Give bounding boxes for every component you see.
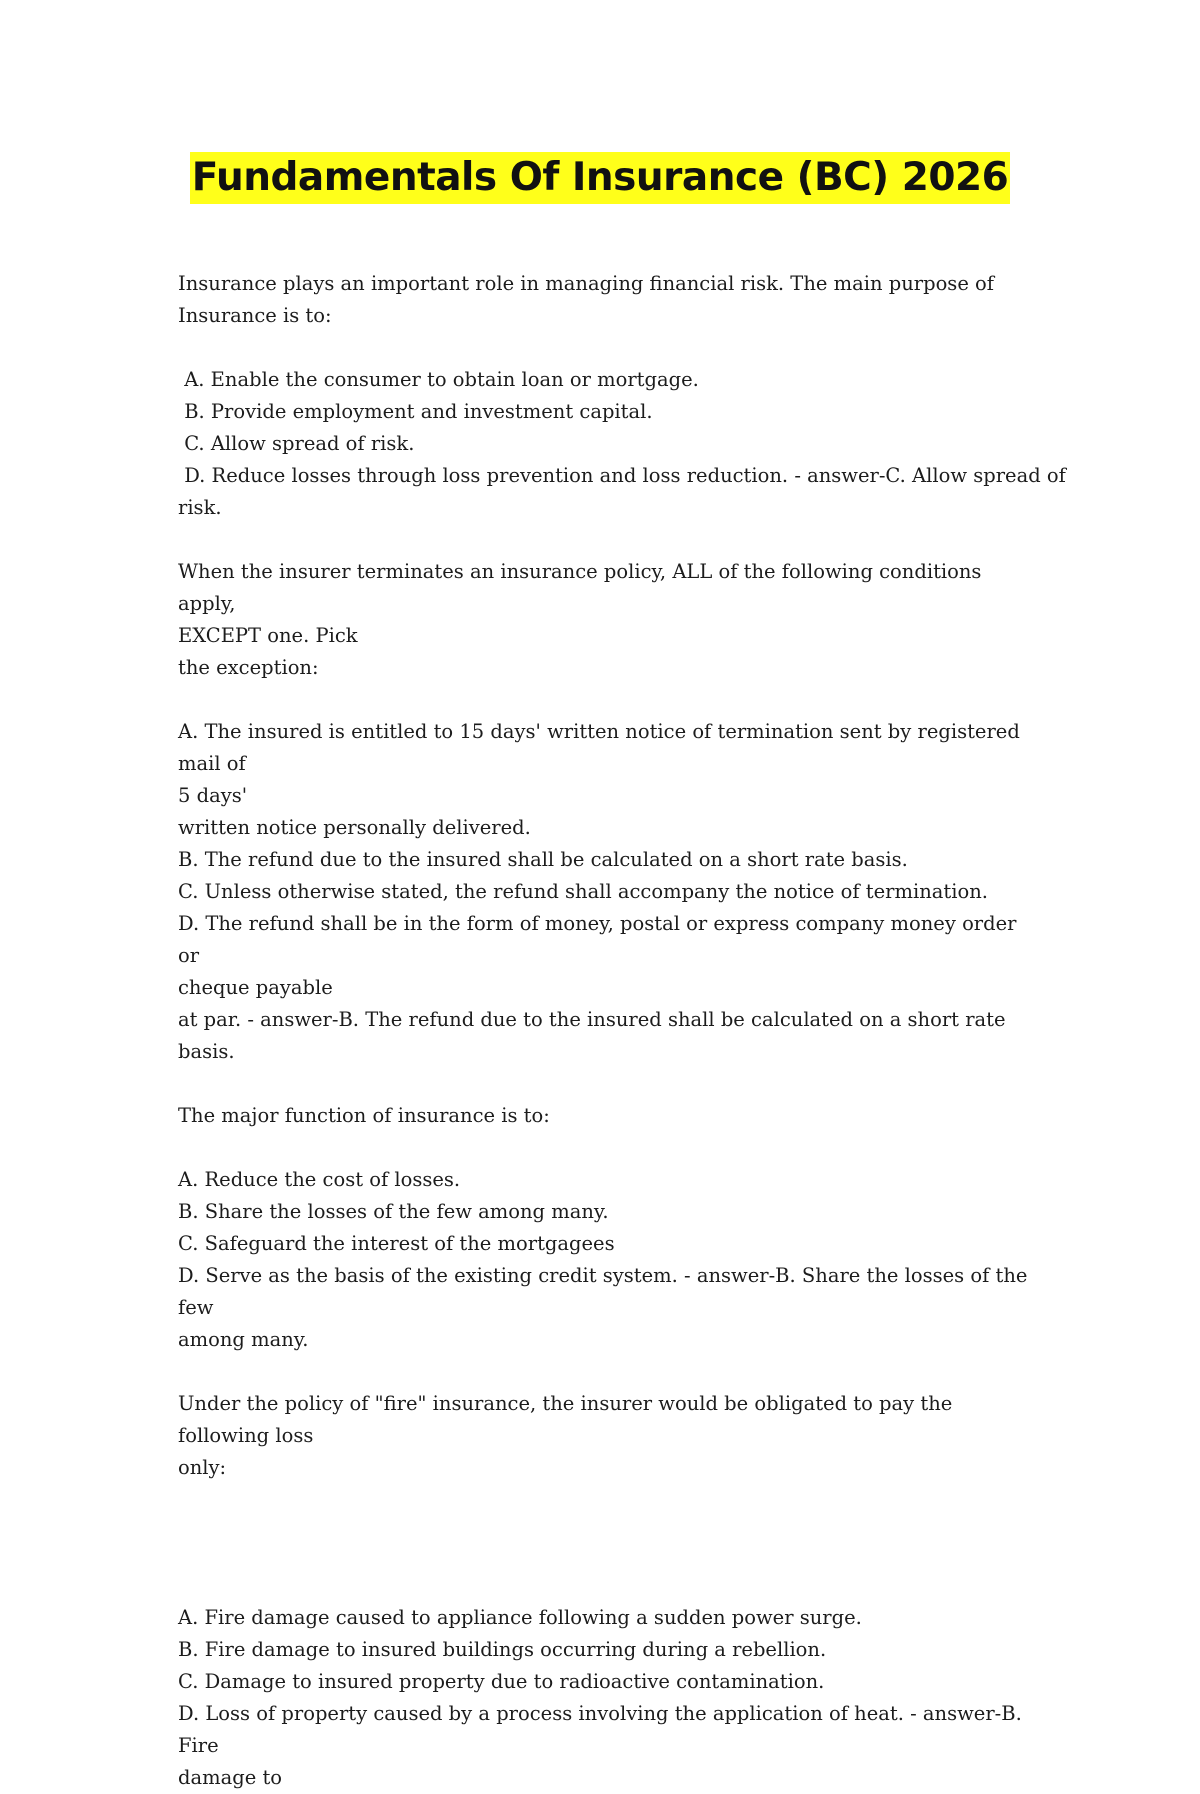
question-stem-line: Insurance plays an important role in managing financial risk. The main purpose of (178, 272, 995, 295)
question-block (178, 556, 1043, 1068)
answer-option: D. Serve as the basis of the existing credit system. - answer-B. Share the losses of the few (178, 1264, 1028, 1319)
question-stem-line: Insurance is to: (178, 304, 332, 327)
answer-option: risk. (178, 496, 222, 519)
question-stem-line: Under the policy of "fire" insurance, the insurer would be obligated to pay the following loss (178, 1392, 953, 1447)
answer-option: A. Enable the consumer to obtain loan or mortgage. (178, 368, 699, 391)
answer-option: B. Provide employment and investment capital. (178, 400, 653, 423)
answer-option: D. Reduce losses through loss prevention and loss reduction. - answer-C. Allow spread of (178, 464, 1066, 487)
question-block (178, 268, 1066, 524)
answer-option: C. Allow spread of risk. (178, 432, 415, 455)
title-container (0, 152, 1200, 204)
question-stem-line: EXCEPT one. Pick (178, 624, 358, 647)
answer-option: A. Reduce the cost of losses. (178, 1168, 461, 1191)
answer-option: at par. - answer-B. The refund due to the insured shall be calculated on a short rate basis. (178, 1008, 1006, 1063)
question-stem-line: the exception: (178, 656, 319, 679)
document-title: Fundamentals Of Insurance (BC) 2026 (190, 152, 1010, 204)
question-stem-line: When the insurer terminates an insurance policy, ALL of the following conditions apply, (178, 560, 982, 615)
answer-option: D. Loss of property caused by a process involving the application of heat. - answer-B. Fire (178, 1702, 1022, 1757)
answer-option: among many. (178, 1328, 309, 1351)
answer-option: C. Safeguard the interest of the mortgagees (178, 1232, 615, 1255)
answer-option: B. Fire damage to insured buildings occurring during a rebellion. (178, 1638, 827, 1661)
answer-option: C. Unless otherwise stated, the refund shall accompany the notice of termination. (178, 880, 988, 903)
answer-option: A. The insured is entitled to 15 days' written notice of termination sent by registered mail of (178, 720, 1020, 775)
question-block (178, 1100, 1043, 1356)
answer-option: D. The refund shall be in the form of money, postal or express company money order or (178, 912, 1017, 967)
answer-option: B. The refund due to the insured shall be calculated on a short rate basis. (178, 848, 908, 871)
answer-option: damage to (178, 1766, 283, 1789)
answer-option: B. Share the losses of the few among many. (178, 1200, 609, 1223)
question-block (178, 1388, 1043, 1794)
answer-option: cheque payable (178, 976, 333, 999)
question-stem-line: only: (178, 1456, 227, 1479)
answer-option: 5 days' (178, 784, 248, 807)
question-stem-line: The major function of insurance is to: (178, 1104, 550, 1127)
answer-option: C. Damage to insured property due to radioactive contamination. (178, 1670, 825, 1693)
document-body (178, 268, 1066, 1794)
answer-option: A. Fire damage caused to appliance following a sudden power surge. (178, 1606, 862, 1629)
answer-option: written notice personally delivered. (178, 816, 531, 839)
